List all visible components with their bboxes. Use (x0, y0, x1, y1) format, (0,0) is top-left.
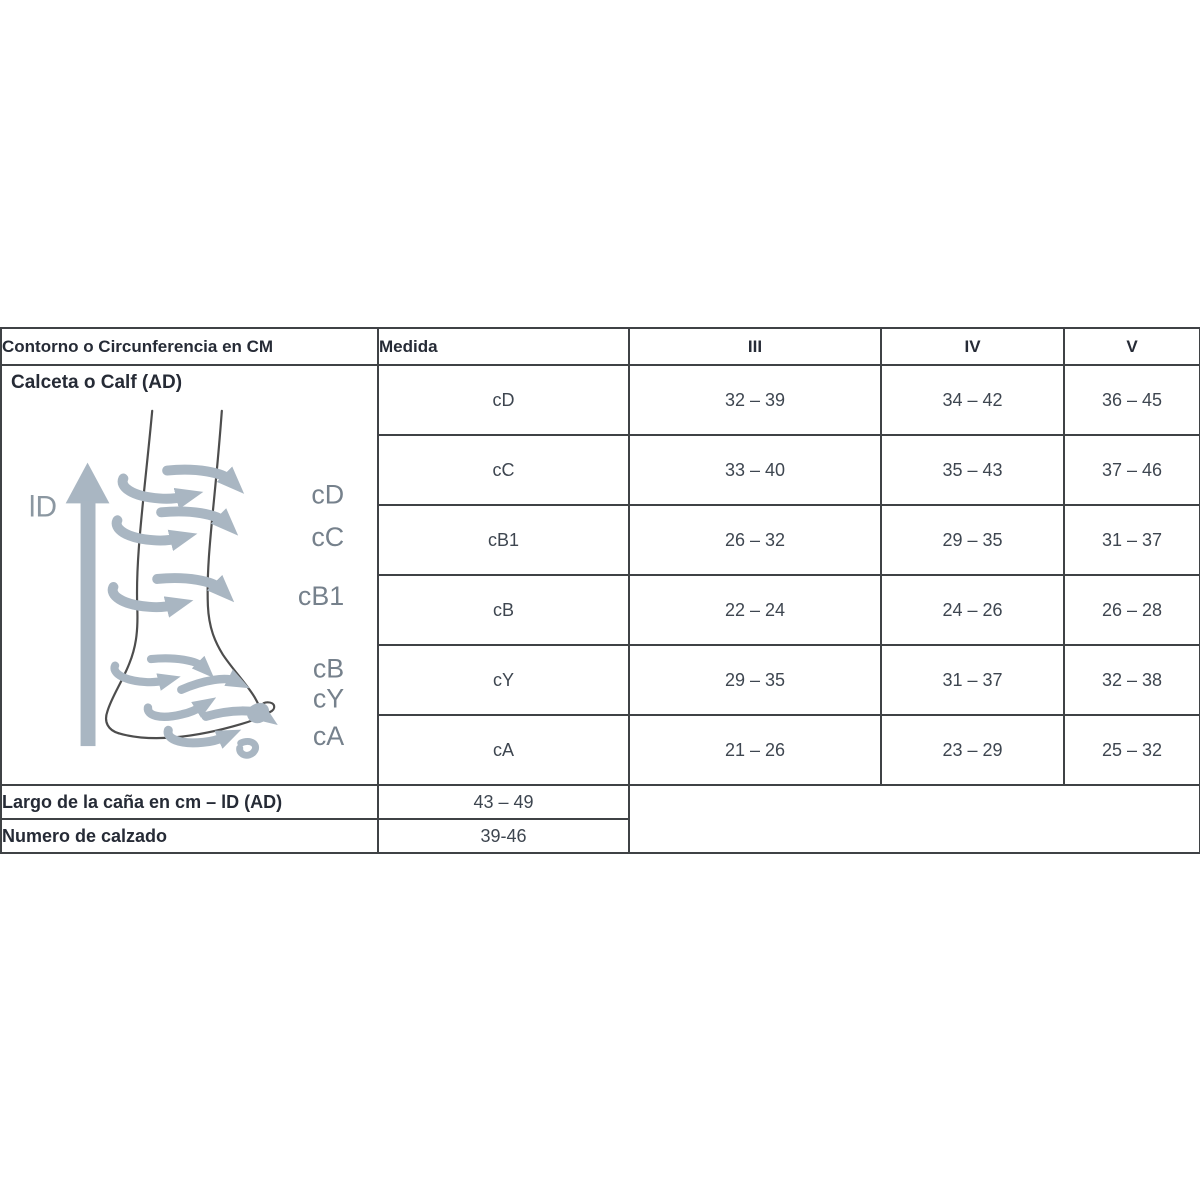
value-cell: 21 – 26 (629, 715, 881, 785)
header-size-v: V (1064, 328, 1200, 365)
label-cc: cC (311, 522, 345, 553)
band-cb-icon (115, 658, 204, 682)
footer-label: Largo de la caña en cm – lD (AD) (1, 785, 378, 819)
header-contour: Contorno o Circunferencia en CM (1, 328, 378, 365)
value-cell: 29 – 35 (629, 645, 881, 715)
measure-cell: cC (378, 435, 629, 505)
value-cell: 31 – 37 (881, 645, 1064, 715)
value-cell: 26 – 28 (1064, 575, 1200, 645)
leg-diagram-cell (1, 365, 378, 785)
diagram-title: Calceta o Calf (AD) (11, 372, 183, 393)
length-arrow-icon (66, 463, 110, 746)
header-size-iii: III (629, 328, 881, 365)
value-cell: 29 – 35 (881, 505, 1064, 575)
measure-cell: cA (378, 715, 629, 785)
value-cell: 36 – 45 (1064, 365, 1200, 435)
label-cb1: cB1 (297, 580, 345, 611)
label-cb: cB (312, 653, 345, 684)
measure-cell: cB (378, 575, 629, 645)
value-cell: 22 – 24 (629, 575, 881, 645)
band-cb1-icon (113, 578, 221, 607)
leg-diagram-icon (2, 366, 377, 784)
value-cell: 34 – 42 (881, 365, 1064, 435)
band-cc-icon (117, 511, 225, 540)
size-table (0, 327, 1200, 854)
empty-area (629, 785, 1200, 853)
label-cd: cD (311, 479, 345, 510)
value-cell: 24 – 26 (881, 575, 1064, 645)
value-cell: 32 – 39 (629, 365, 881, 435)
table-row-cd (1, 365, 1200, 435)
footer-value: 39-46 (378, 819, 629, 853)
value-cell: 31 – 37 (1064, 505, 1200, 575)
table-row-largo (1, 785, 1200, 819)
value-cell: 25 – 32 (1064, 715, 1200, 785)
value-cell: 37 – 46 (1064, 435, 1200, 505)
header-medida: Medida (378, 328, 629, 365)
header-row (1, 328, 1200, 365)
footer-value: 43 – 49 (378, 785, 629, 819)
value-cell: 33 – 40 (629, 435, 881, 505)
measure-cell: cY (378, 645, 629, 715)
measure-cell: cB1 (378, 505, 629, 575)
length-arrow-label: lD (28, 490, 58, 524)
value-cell: 35 – 43 (881, 435, 1064, 505)
label-ca: cA (312, 721, 345, 752)
footer-label: Numero de calzado (1, 819, 378, 853)
header-size-iv: IV (881, 328, 1064, 365)
value-cell: 32 – 38 (1064, 645, 1200, 715)
value-cell: 26 – 32 (629, 505, 881, 575)
measure-cell: cD (378, 365, 629, 435)
value-cell: 23 – 29 (881, 715, 1064, 785)
label-cy: cY (312, 683, 345, 714)
